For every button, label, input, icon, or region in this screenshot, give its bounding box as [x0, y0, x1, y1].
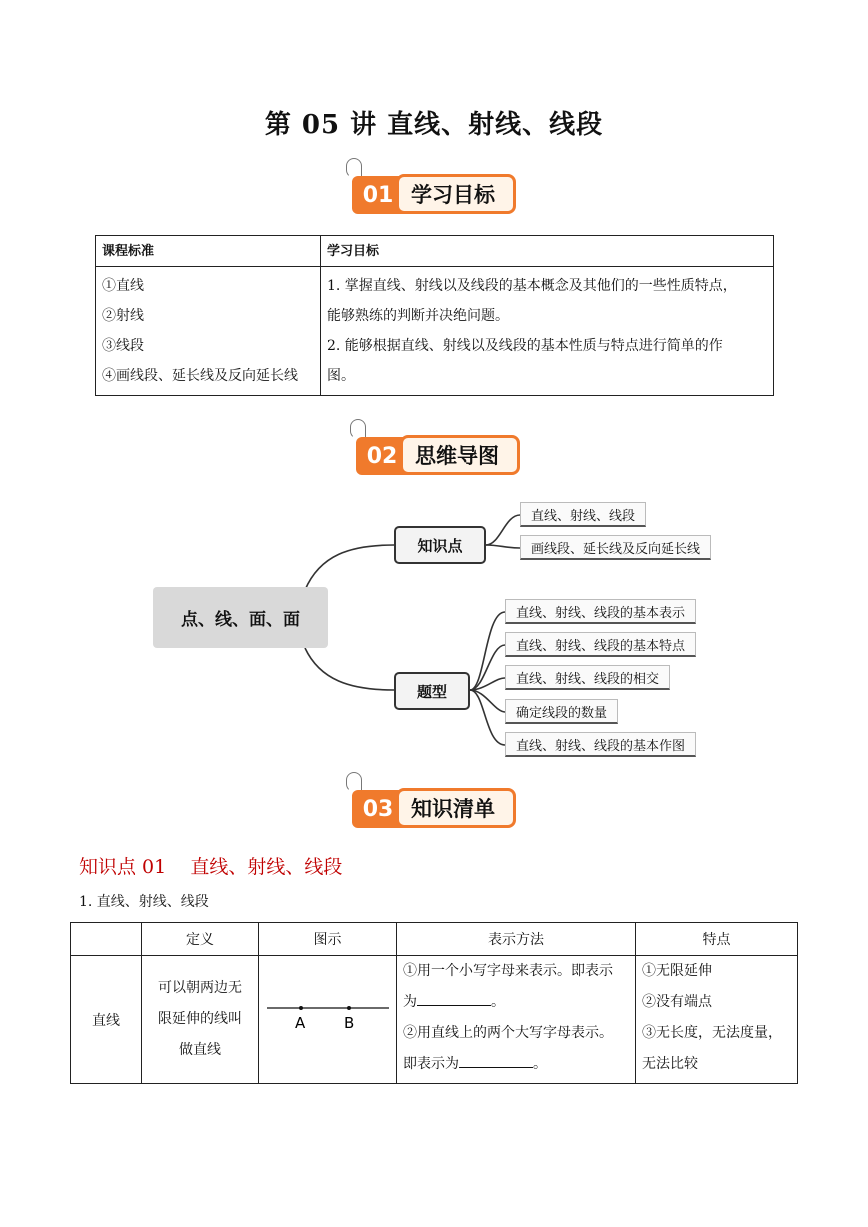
page-title: 第 05 讲 直线、射线、线段 [264, 110, 604, 140]
definition-cell [142, 956, 259, 1084]
line-figure [259, 956, 396, 1083]
feature-line: 无法比较 [642, 1056, 698, 1072]
table-header: 特点 [636, 923, 798, 956]
section-number: 01 [352, 176, 404, 214]
definition-line: 限延伸的线叫 [158, 1011, 242, 1027]
mindmap-leaf: 直线、射线、线段的基本特点 [505, 632, 696, 657]
table-header [71, 923, 142, 956]
table-header: 表示方法 [397, 923, 636, 956]
mindmap-branch-knowledge: 知识点 [394, 526, 486, 564]
knowledge-point-heading: 知识点 01 直线、射线、线段 [79, 856, 343, 878]
mindmap-leaf: 直线、射线、线段的基本表示 [505, 599, 696, 624]
concept-table [70, 922, 798, 1084]
blank-line [459, 1053, 533, 1068]
section-number: 03 [352, 790, 404, 828]
goal-line: 1. 掌握直线、射线以及线段的基本概念及其他们的一些性质特点， [327, 278, 737, 294]
section-number: 02 [356, 437, 408, 475]
definition-line: 可以朝两边无 [158, 980, 242, 996]
point-label-a: A [295, 1014, 306, 1032]
goal-line: 图。 [327, 368, 355, 384]
subheading: 1. 直线、射线、线段 [79, 894, 209, 910]
table-row [71, 956, 798, 1084]
notation-line: 即表示为 。 [403, 1049, 629, 1080]
features-cell [636, 956, 798, 1084]
table-header: 图示 [259, 923, 397, 956]
goal-line: 2. 能够根据直线、射线以及线段的基本性质与特点进行简单的作 [327, 338, 723, 354]
notation-cell [397, 956, 636, 1084]
mindmap-leaf: 确定线段的数量 [505, 699, 618, 724]
mindmap-leaf: 直线、射线、线段的相交 [505, 665, 670, 690]
mindmap-leaf: 画线段、延长线及反向延长线 [520, 535, 711, 560]
list-item: ①直线 [102, 278, 144, 294]
definition-line: 做直线 [179, 1042, 221, 1058]
list-item: ②射线 [102, 308, 144, 324]
list-item: ③线段 [102, 338, 144, 354]
mindmap-root: 点、线、面、面 [153, 587, 328, 648]
figure-cell [259, 956, 397, 1084]
clip-icon [346, 772, 362, 792]
notation-line: ②用直线上的两个大写字母表示。 [403, 1025, 613, 1041]
blank-line [417, 991, 491, 1006]
list-item: ④画线段、延长线及反向延长线 [102, 368, 298, 384]
feature-line: ②没有端点 [642, 994, 712, 1010]
mindmap-leaf: 直线、射线、线段的基本作图 [505, 732, 696, 757]
section-label: 知识清单 [396, 788, 516, 828]
section-badge-knowledge [352, 788, 516, 832]
notation-line: ①用一个小写字母来表示。即表示 [403, 963, 613, 979]
notation-line: 为 。 [403, 987, 629, 1018]
point-label-b: B [344, 1014, 355, 1032]
table-header: 学习目标 [321, 236, 774, 267]
goal-line: 能够熟练的判断并决绝问题。 [327, 308, 509, 324]
mindmap-branch-question-types: 题型 [394, 672, 470, 710]
table-header: 课程标准 [96, 236, 321, 267]
mindmap-leaf: 直线、射线、线段 [520, 502, 646, 527]
section-label: 思维导图 [400, 435, 520, 475]
section-label: 学习目标 [396, 174, 516, 214]
row-name: 直线 [71, 956, 142, 1084]
feature-line: ③无长度，无法度量， [642, 1025, 782, 1041]
feature-line: ①无限延伸 [642, 963, 712, 979]
table-header: 定义 [142, 923, 259, 956]
